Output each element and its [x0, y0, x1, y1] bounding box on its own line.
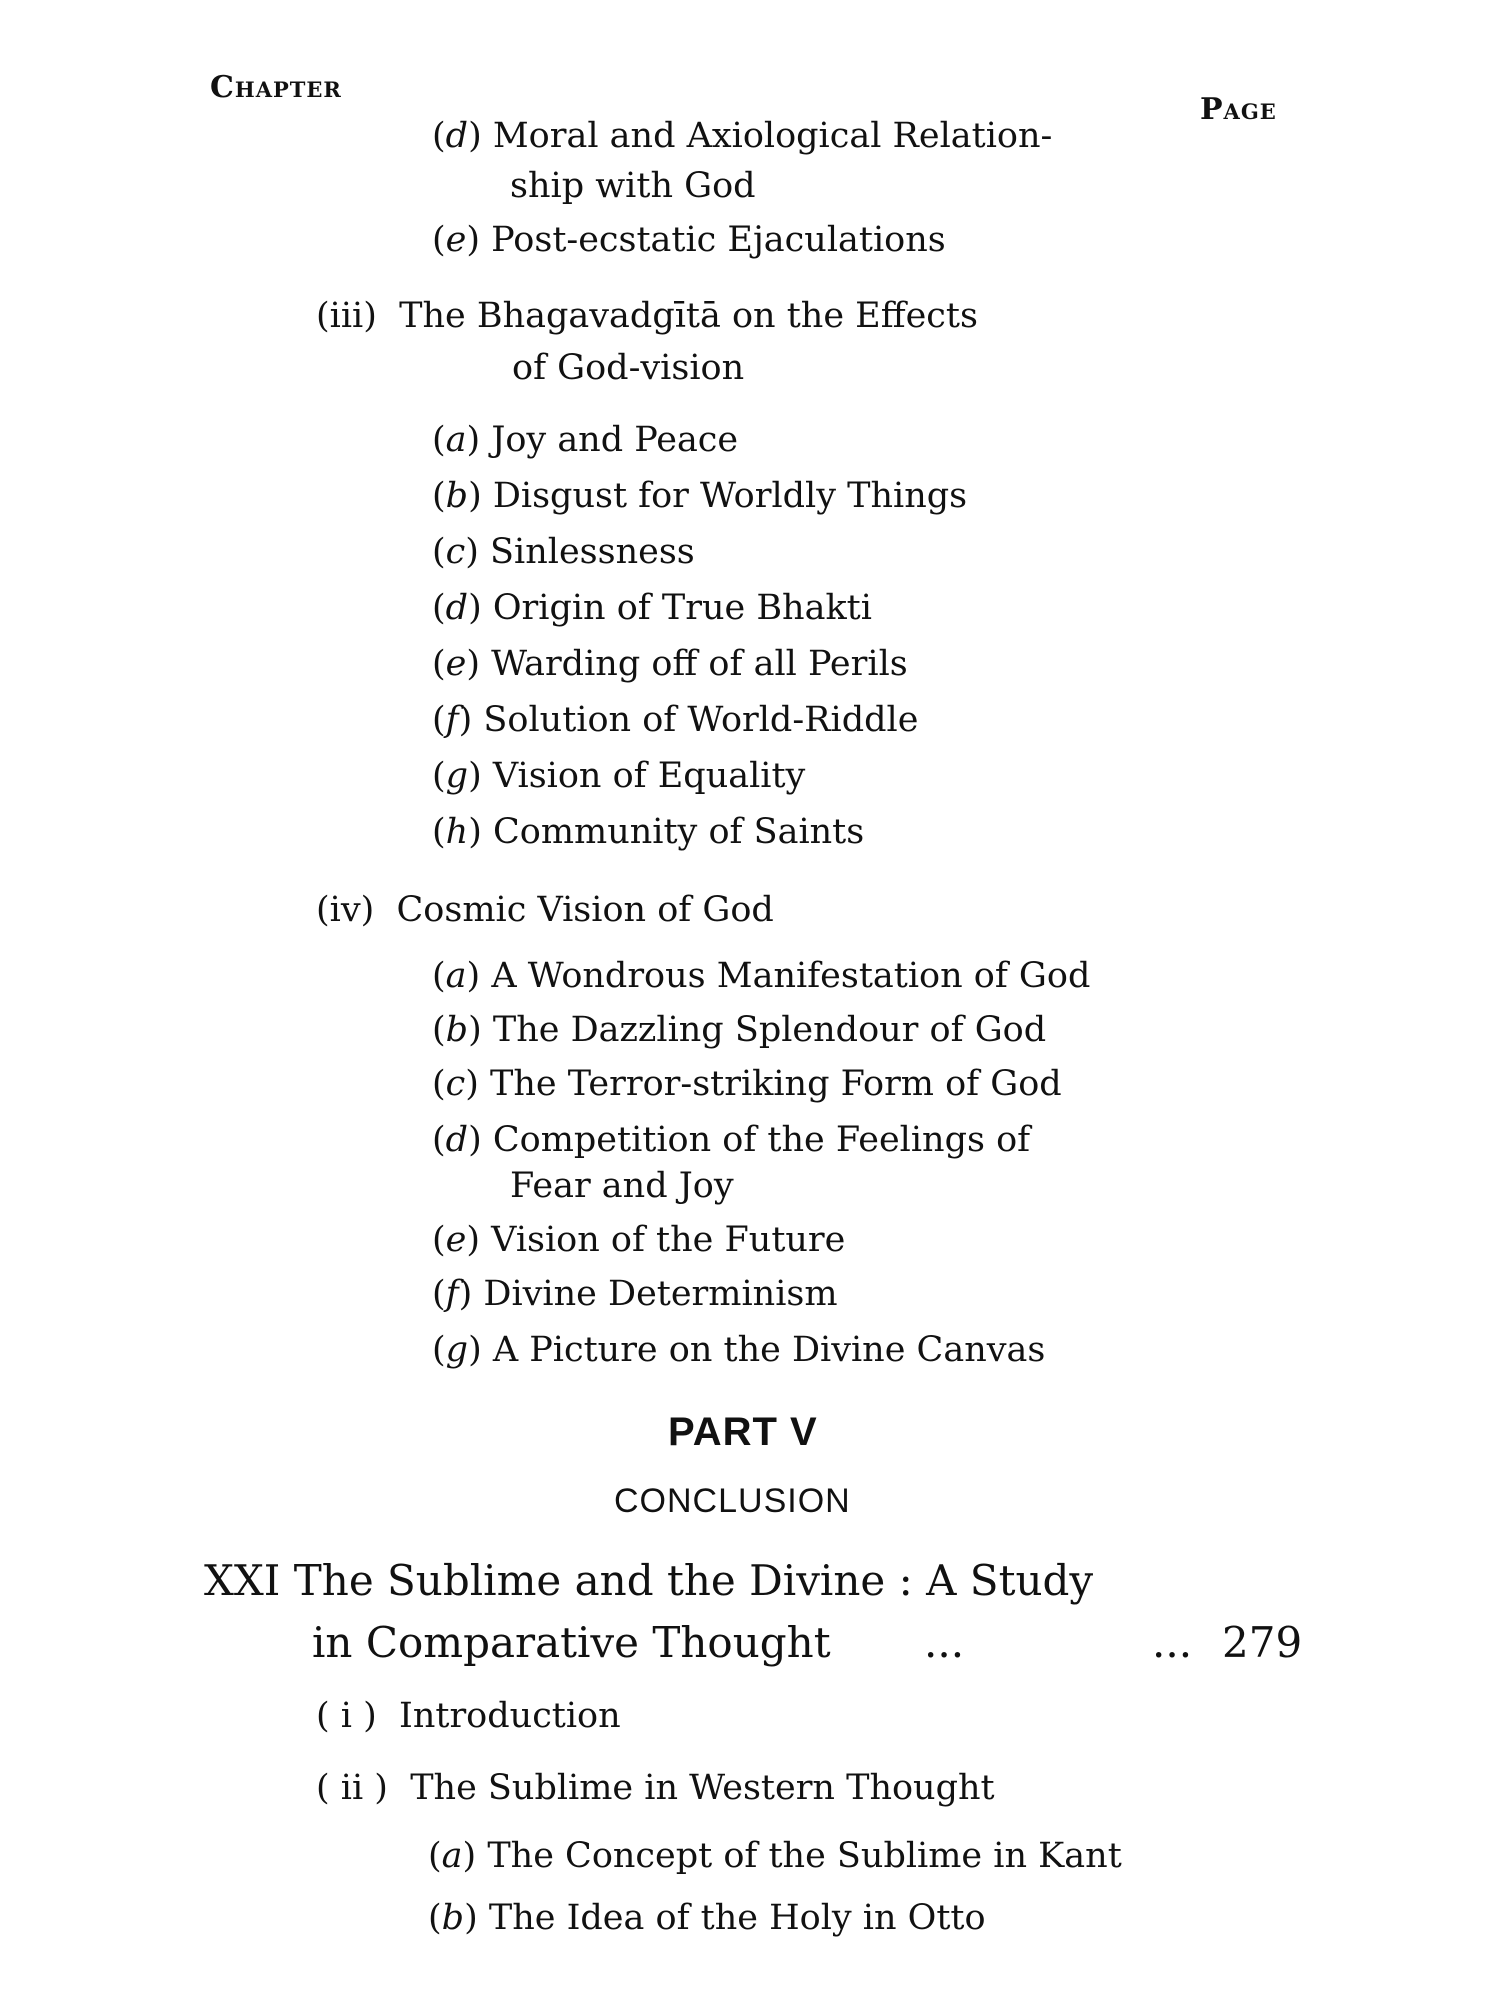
page-column-header: Page [1200, 92, 1277, 127]
chapter-entry [204, 1550, 1093, 1612]
subitem-text: Vision of Equality [492, 756, 806, 796]
subitem-text-continued: Fear and Joy [510, 1166, 734, 1206]
subitem-text: The Concept of the Sublime in Kant [487, 1836, 1122, 1876]
section-numeral: ii [340, 1768, 364, 1808]
toc-subitem: (e) Post-ecstatic Ejaculations [432, 220, 946, 260]
toc-subitem: (d) Moral and Axiological Relation- [432, 116, 1053, 156]
subitem-text: The Dazzling Splendour of God [492, 1010, 1047, 1050]
section-title: Cosmic Vision of God [396, 890, 774, 930]
subitem-letter: c [445, 1064, 466, 1104]
section-numeral: i [340, 1696, 352, 1736]
subitem-text: A Wondrous Manifestation of God [491, 956, 1091, 996]
toc-subitem: (b) Disgust for Worldly Things [432, 476, 968, 516]
subitem-letter: g [445, 756, 469, 796]
subitem-text: Competition of the Feelings of [492, 1120, 1031, 1160]
subitem-letter: d [445, 116, 469, 156]
toc-section-ii: ( ii ) The Sublime in Western Thought [316, 1768, 995, 1808]
subitem-letter: e [445, 220, 467, 260]
subitem-letter: d [445, 1120, 469, 1160]
section-title: The Bhagavadgītā on the Effects [399, 296, 978, 336]
page-number: 279 [1222, 1618, 1303, 1667]
section-title: Introduction [399, 1696, 621, 1736]
subitem-text: Community of Saints [492, 812, 865, 852]
subitem-letter: f [445, 700, 459, 740]
subitem-text: A Picture on the Divine Canvas [492, 1330, 1046, 1370]
subitem-text: Post-ecstatic Ejaculations [491, 220, 946, 260]
chapter-title: The Sublime and the Divine : A Study [293, 1556, 1094, 1605]
toc-section-iv: (iv) Cosmic Vision of God [316, 890, 774, 930]
section-numeral: iii [329, 296, 364, 336]
subitem-letter: b [445, 1010, 469, 1050]
subitem-letter: a [441, 1836, 463, 1876]
chapter-title-continued: in Comparative Thought [312, 1618, 831, 1667]
subitem-text: Moral and Axiological Relation- [492, 116, 1053, 156]
toc-subitem: (h) Community of Saints [432, 812, 865, 852]
toc-subitem: (a) A Wondrous Manifestation of God [432, 956, 1091, 996]
toc-subitem: (d) Competition of the Feelings of [432, 1120, 1031, 1160]
subitem-text: Joy and Peace [491, 420, 739, 460]
toc-subitem: (b) The Idea of the Holy in Otto [428, 1898, 986, 1938]
subitem-text: Origin of True Bhakti [492, 588, 872, 628]
leader-dots: ... [924, 1618, 965, 1667]
part-heading: PART V [668, 1410, 818, 1454]
subitem-letter: d [445, 588, 469, 628]
subitem-letter: a [445, 956, 467, 996]
subitem-text: Vision of the Future [491, 1220, 846, 1260]
toc-subitem: (f) Solution of World-Riddle [432, 700, 919, 740]
toc-subitem: (e) Vision of the Future [432, 1220, 846, 1260]
subitem-letter: c [445, 532, 466, 572]
toc-subitem: (g) A Picture on the Divine Canvas [432, 1330, 1046, 1370]
subitem-text: Divine Determinism [483, 1274, 838, 1314]
toc-subitem: (b) The Dazzling Splendour of God [432, 1010, 1047, 1050]
toc-subitem: (c) The Terror-striking Form of God [432, 1064, 1062, 1104]
subitem-letter: g [445, 1330, 469, 1370]
part-subheading: CONCLUSION [614, 1482, 851, 1520]
subitem-text-continued: ship with God [510, 166, 756, 206]
subitem-text: The Idea of the Holy in Otto [488, 1898, 986, 1938]
toc-subitem: (f) Divine Determinism [432, 1274, 838, 1314]
toc-subitem: (a) Joy and Peace [432, 420, 739, 460]
chapter-numeral: XXI [204, 1556, 281, 1605]
toc-subitem: (a) The Concept of the Sublime in Kant [428, 1836, 1122, 1876]
chapter-column-header: Chapter [210, 70, 342, 105]
subitem-text: Warding off of all Perils [491, 644, 908, 684]
section-title-continued: of God-vision [512, 348, 745, 388]
toc-subitem: (c) Sinlessness [432, 532, 695, 572]
subitem-text: Sinlessness [490, 532, 695, 572]
subitem-letter: h [445, 812, 469, 852]
subitem-letter: f [445, 1274, 459, 1314]
section-numeral: iv [329, 890, 361, 930]
section-title: The Sublime in Western Thought [410, 1768, 995, 1808]
subitem-letter: e [445, 644, 467, 684]
toc-subitem: (g) Vision of Equality [432, 756, 806, 796]
subitem-text: Solution of World-Riddle [483, 700, 919, 740]
leader-dots: ... [1152, 1618, 1193, 1667]
subitem-letter: a [445, 420, 467, 460]
toc-section-i: ( i ) Introduction [316, 1696, 621, 1736]
subitem-letter: b [445, 476, 469, 516]
subitem-letter: b [441, 1898, 465, 1938]
subitem-text: Disgust for Worldly Things [492, 476, 968, 516]
subitem-letter: e [445, 1220, 467, 1260]
toc-subitem: (d) Origin of True Bhakti [432, 588, 872, 628]
subitem-text: The Terror-striking Form of God [490, 1064, 1062, 1104]
toc-section-iii: (iii) The Bhagavadgītā on the Effects [316, 296, 978, 336]
toc-subitem: (e) Warding off of all Perils [432, 644, 908, 684]
